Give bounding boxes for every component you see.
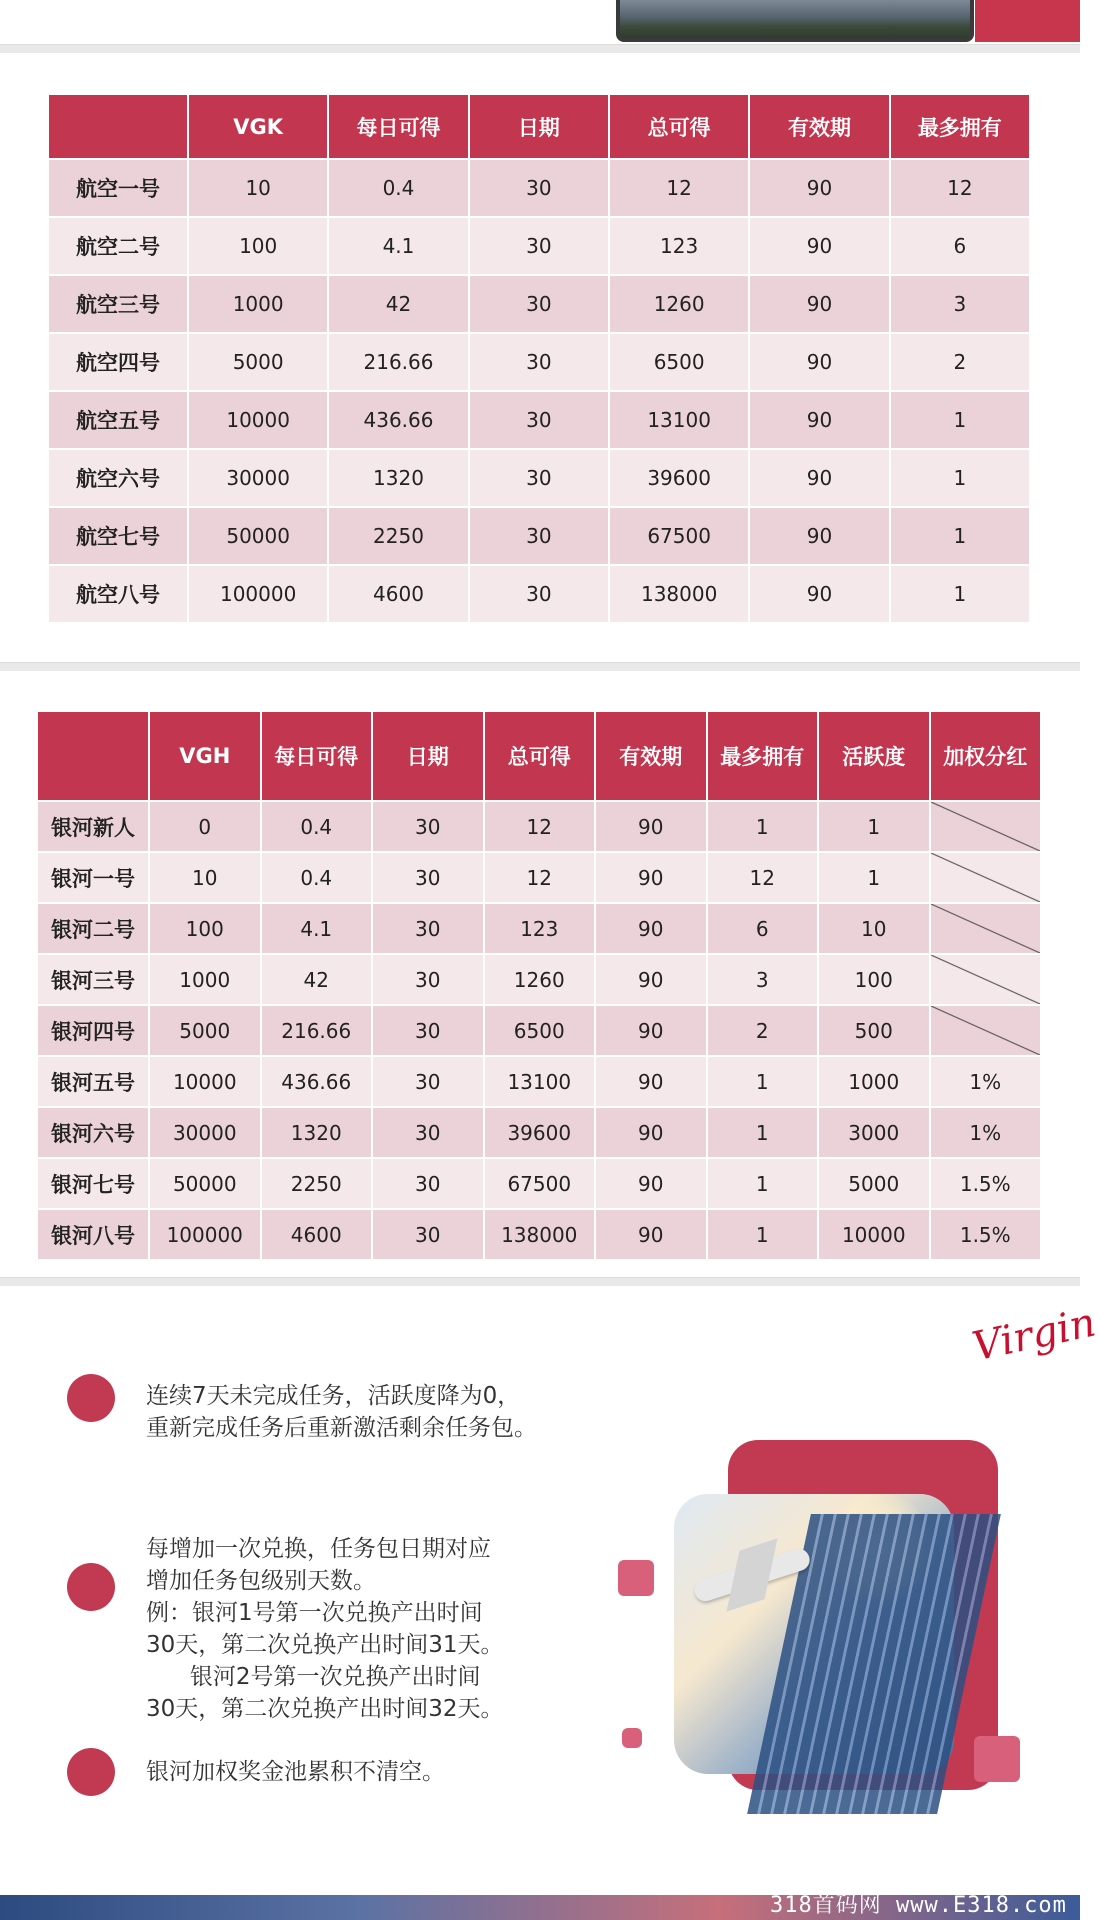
table-cell: 90 [750, 334, 890, 392]
table-cell: 1320 [329, 450, 469, 508]
table-cell: 123 [485, 904, 597, 955]
table-cell: 39600 [610, 450, 750, 508]
table-row [49, 392, 1031, 450]
table-cell: 12 [610, 160, 750, 218]
table-header-row [38, 712, 1042, 802]
table-cell: 30 [470, 160, 610, 218]
note-text-3: 银河加权奖金池累积不清空。 [146, 1759, 445, 1785]
table-cell: 100000 [189, 566, 329, 624]
table-cell: 10 [819, 904, 931, 955]
table-row [38, 955, 1042, 1006]
table-cell: 1260 [610, 276, 750, 334]
table-cell: 30 [470, 218, 610, 276]
table-cell: 13100 [485, 1057, 597, 1108]
table-cell: 1000 [189, 276, 329, 334]
table-cell: 67500 [610, 508, 750, 566]
watermark-text: 318首码网 www.E318.com [770, 1893, 1067, 1918]
table-cell: 216.66 [329, 334, 469, 392]
table-cell: 1% [931, 1108, 1043, 1159]
table-cell: 4.1 [262, 904, 374, 955]
table-cell: 10000 [189, 392, 329, 450]
table-cell: 2250 [329, 508, 469, 566]
bullet-dot [67, 1748, 115, 1796]
row-label: 银河五号 [38, 1057, 150, 1108]
table-row [38, 1006, 1042, 1057]
header-cell: 有效期 [750, 95, 890, 160]
row-label: 银河三号 [38, 955, 150, 1006]
table-cell: 4600 [262, 1210, 374, 1261]
table-row [38, 853, 1042, 904]
row-label: 航空二号 [49, 218, 189, 276]
header-cell: 总可得 [610, 95, 750, 160]
table-cell: 42 [262, 955, 374, 1006]
table-cell: 90 [596, 1006, 708, 1057]
table-cell: 90 [596, 1210, 708, 1261]
virgin-logo: Virgin [968, 1299, 1100, 1371]
table-cell: 138000 [610, 566, 750, 624]
top-banner [0, 0, 1080, 46]
header-cell: 最多拥有 [891, 95, 1031, 160]
table-header-row [49, 95, 1031, 160]
header-cell: 日期 [470, 95, 610, 160]
table-cell: 1320 [262, 1108, 374, 1159]
row-label: 航空三号 [49, 276, 189, 334]
table-cell [931, 904, 1043, 955]
table-cell [931, 802, 1043, 853]
note-text-1: 连续7天未完成任务，活跃度降为0， 重新完成任务后重新激活剩余任务包。 [146, 1383, 537, 1441]
table-cell: 1 [891, 450, 1031, 508]
header-cell: 活跃度 [819, 712, 931, 802]
table-cell: 13100 [610, 392, 750, 450]
table-cell: 90 [596, 853, 708, 904]
decor-square [622, 1728, 642, 1748]
table-cell: 30 [373, 1006, 485, 1057]
table-cell: 90 [750, 218, 890, 276]
table-cell: 138000 [485, 1210, 597, 1261]
table-cell: 100 [819, 955, 931, 1006]
header-cell: 最多拥有 [708, 712, 820, 802]
table-cell: 10 [150, 853, 262, 904]
header-cell: 有效期 [596, 712, 708, 802]
row-label: 航空五号 [49, 392, 189, 450]
table-row [38, 904, 1042, 955]
row-label: 银河六号 [38, 1108, 150, 1159]
table-row [49, 566, 1031, 624]
table-cell: 2 [708, 1006, 820, 1057]
table-cell: 436.66 [329, 392, 469, 450]
table-cell: 90 [596, 904, 708, 955]
table-cell: 6 [708, 904, 820, 955]
row-label: 银河一号 [38, 853, 150, 904]
header-cell: VGH [150, 712, 262, 802]
table-cell: 123 [610, 218, 750, 276]
galaxy-package-table [38, 712, 1042, 1261]
table-cell: 30 [373, 1057, 485, 1108]
phone-photo-image [616, 0, 974, 42]
table-cell: 436.66 [262, 1057, 374, 1108]
table-cell: 5000 [819, 1159, 931, 1210]
header-cell [49, 95, 189, 160]
table-cell: 5000 [189, 334, 329, 392]
table-row [49, 450, 1031, 508]
table-cell: 100000 [150, 1210, 262, 1261]
table-cell: 50000 [150, 1159, 262, 1210]
table-cell: 39600 [485, 1108, 597, 1159]
table-cell: 1 [708, 1159, 820, 1210]
table-cell: 42 [329, 276, 469, 334]
table-cell: 90 [750, 160, 890, 218]
table-cell: 90 [750, 566, 890, 624]
table-cell: 30 [373, 1108, 485, 1159]
header-cell: VGK [189, 95, 329, 160]
table-cell: 10 [189, 160, 329, 218]
table-cell: 2 [891, 334, 1031, 392]
table-cell: 10000 [150, 1057, 262, 1108]
table-cell: 1 [708, 1210, 820, 1261]
bullet-dot [67, 1374, 115, 1422]
header-cell: 日期 [373, 712, 485, 802]
row-label: 航空四号 [49, 334, 189, 392]
table-cell: 10000 [819, 1210, 931, 1261]
table-cell: 90 [596, 1108, 708, 1159]
table-row [38, 1057, 1042, 1108]
bullet-dot [67, 1563, 115, 1611]
row-label: 航空六号 [49, 450, 189, 508]
table-cell: 30 [470, 566, 610, 624]
table-cell: 1 [819, 802, 931, 853]
table-cell: 90 [596, 955, 708, 1006]
table-cell: 67500 [485, 1159, 597, 1210]
table-cell: 3000 [819, 1108, 931, 1159]
row-label: 航空七号 [49, 508, 189, 566]
table-cell: 30 [470, 508, 610, 566]
table-cell: 2250 [262, 1159, 374, 1210]
table-cell: 100 [189, 218, 329, 276]
table-row [38, 802, 1042, 853]
table-cell: 1 [891, 392, 1031, 450]
table-cell: 6500 [485, 1006, 597, 1057]
header-cell: 每日可得 [262, 712, 374, 802]
table-cell: 6 [891, 218, 1031, 276]
row-label: 银河八号 [38, 1210, 150, 1261]
table-cell: 30000 [189, 450, 329, 508]
table-cell: 90 [750, 450, 890, 508]
table-cell: 30 [470, 334, 610, 392]
table-cell: 90 [596, 1057, 708, 1108]
table-row [49, 218, 1031, 276]
table-cell: 1 [708, 802, 820, 853]
table-cell: 50000 [189, 508, 329, 566]
table-cell: 12 [708, 853, 820, 904]
header-cell: 总可得 [485, 712, 597, 802]
table-cell: 12 [485, 802, 597, 853]
table-cell: 30 [373, 904, 485, 955]
table-cell: 500 [819, 1006, 931, 1057]
table-cell: 0.4 [262, 802, 374, 853]
table-row [49, 276, 1031, 334]
table-cell: 4600 [329, 566, 469, 624]
row-label: 银河二号 [38, 904, 150, 955]
section-divider [0, 662, 1080, 671]
aviation-package-table [49, 95, 1031, 624]
table-cell [931, 955, 1043, 1006]
table-row [49, 334, 1031, 392]
row-label: 航空一号 [49, 160, 189, 218]
table-cell: 30 [373, 1210, 485, 1261]
table-cell: 12 [891, 160, 1031, 218]
table-cell: 30 [373, 853, 485, 904]
table-cell: 3 [708, 955, 820, 1006]
table-cell: 0 [150, 802, 262, 853]
table-cell: 30000 [150, 1108, 262, 1159]
table-cell: 5000 [150, 1006, 262, 1057]
table-cell: 1 [891, 508, 1031, 566]
table-cell: 1 [819, 853, 931, 904]
table-cell: 1000 [819, 1057, 931, 1108]
row-label: 航空八号 [49, 566, 189, 624]
red-corner-decoration [975, 0, 1080, 42]
table-row [38, 1159, 1042, 1210]
table-cell: 1.5% [931, 1159, 1043, 1210]
table-cell: 30 [373, 1159, 485, 1210]
header-cell: 加权分红 [931, 712, 1043, 802]
table-cell: 12 [485, 853, 597, 904]
row-label: 银河新人 [38, 802, 150, 853]
table-cell: 100 [150, 904, 262, 955]
row-label: 银河四号 [38, 1006, 150, 1057]
table-cell: 6500 [610, 334, 750, 392]
table-row [38, 1108, 1042, 1159]
table-cell: 30 [470, 392, 610, 450]
table-row [38, 1210, 1042, 1261]
table-cell: 1 [891, 566, 1031, 624]
table-cell: 90 [750, 508, 890, 566]
table-cell: 30 [373, 955, 485, 1006]
skyscraper-airplane-image [674, 1494, 954, 1774]
table-cell: 90 [750, 276, 890, 334]
table-cell: 0.4 [262, 853, 374, 904]
table-cell: 90 [596, 1159, 708, 1210]
table-cell: 1 [708, 1108, 820, 1159]
decor-square [618, 1560, 654, 1596]
table-cell: 90 [750, 392, 890, 450]
table-cell: 30 [470, 276, 610, 334]
row-label: 银河七号 [38, 1159, 150, 1210]
table-cell [931, 1006, 1043, 1057]
table-cell: 3 [891, 276, 1031, 334]
decor-square [974, 1736, 1020, 1782]
header-cell: 每日可得 [329, 95, 469, 160]
table-cell: 4.1 [329, 218, 469, 276]
table-cell: 1 [708, 1057, 820, 1108]
table-cell: 1000 [150, 955, 262, 1006]
table-cell [931, 853, 1043, 904]
section-divider [0, 1277, 1080, 1286]
table-cell: 1% [931, 1057, 1043, 1108]
table-cell: 0.4 [329, 160, 469, 218]
note-text-2: 每增加一次兑换，任务包日期对应 增加任务包级别天数。 例：银河1号第一次兑换产出时间 30天，第二次兑换产出时间31天。 银河2号第一次兑换产出时间 30天，第二次兑换产出时间32天。 [146, 1536, 504, 1722]
table-cell: 90 [596, 802, 708, 853]
table-cell: 1.5% [931, 1210, 1043, 1261]
table-row [49, 160, 1031, 218]
header-cell [38, 712, 150, 802]
section-divider [0, 44, 1080, 53]
table-cell: 1260 [485, 955, 597, 1006]
table-cell: 30 [470, 450, 610, 508]
table-cell: 30 [373, 802, 485, 853]
table-row [49, 508, 1031, 566]
table-cell: 216.66 [262, 1006, 374, 1057]
